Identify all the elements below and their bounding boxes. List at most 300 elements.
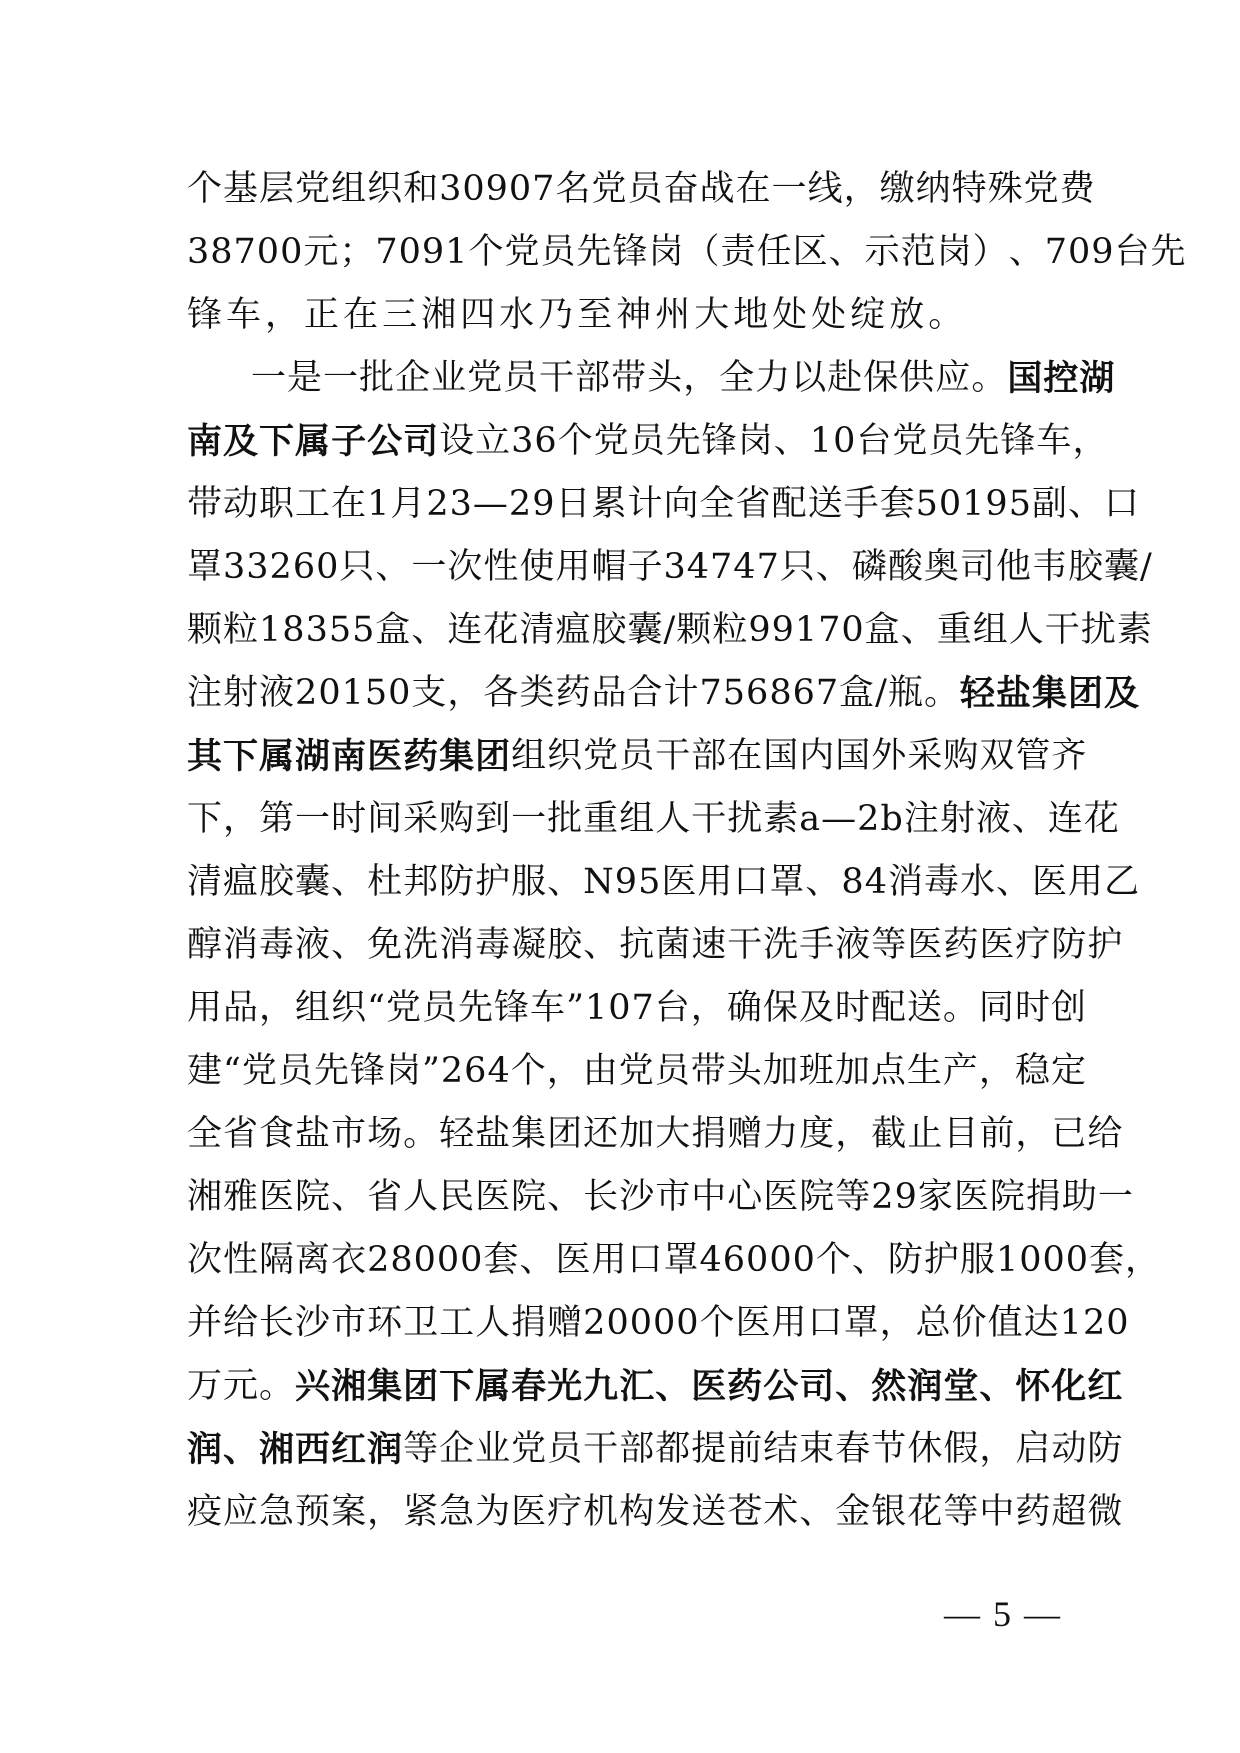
bold-text: 及	[1104, 673, 1141, 714]
text-char: 党	[511, 1429, 548, 1469]
text-char: 万	[187, 1366, 224, 1406]
bold-text: 下	[223, 736, 260, 777]
text-char: ，	[546, 1051, 583, 1091]
text-char: 内	[799, 736, 836, 776]
text-char: ，	[259, 988, 296, 1028]
text-char: 液	[295, 925, 332, 965]
text-char: 由	[582, 1051, 619, 1091]
text-char: 民	[439, 1177, 476, 1217]
text-char: 一	[251, 358, 288, 398]
text-char: （	[684, 232, 721, 272]
text-char: ，	[1015, 1114, 1052, 1154]
text-char: —	[472, 484, 509, 524]
text-char: 1	[367, 484, 391, 524]
text-char: 。	[259, 1366, 296, 1406]
text-char: 层	[259, 169, 296, 209]
text-char: 、	[519, 1240, 556, 1280]
text-char: 动	[1051, 1429, 1088, 1469]
text-char: 干	[583, 1429, 620, 1469]
bold-text: 、	[835, 1366, 872, 1407]
text-char: 组	[972, 610, 1009, 650]
bold-text: 光	[547, 1366, 584, 1407]
text-char: ”	[422, 1051, 441, 1091]
text-char: 处	[772, 295, 809, 335]
text-char: 用	[591, 1240, 628, 1280]
text-char: 2b	[857, 799, 904, 839]
text-char: 医	[661, 862, 698, 902]
text-char: N95	[583, 862, 662, 902]
text-char: 射	[223, 673, 260, 713]
text-char: 个	[468, 232, 505, 272]
text-char: 消	[887, 862, 924, 902]
bold-text: 下	[439, 1366, 476, 1407]
text-char: 。	[403, 1114, 440, 1154]
text-char: 企	[439, 1429, 476, 1469]
text-char: 加	[619, 1114, 656, 1154]
text-char: 发	[655, 1492, 692, 1532]
text-char: 度	[799, 1114, 836, 1154]
bold-text: 然	[871, 1366, 908, 1407]
text-char: 毒	[475, 925, 512, 965]
text-char: 胶	[1067, 547, 1104, 587]
text-char: ，	[879, 1303, 916, 1343]
text-char: 到	[475, 799, 512, 839]
text-char: 假	[943, 1429, 980, 1469]
text-char: 心	[727, 1177, 764, 1217]
text-char: 个	[699, 1303, 736, 1343]
text-char: 护	[475, 862, 512, 902]
text-char: 乙	[1104, 862, 1141, 902]
text-char: 同	[978, 988, 1015, 1028]
text-char: 价	[951, 1303, 988, 1343]
text-char: 隔	[259, 1240, 296, 1280]
text-char: 、	[583, 925, 620, 965]
text-char: 各	[483, 673, 520, 713]
text-char: 市	[655, 1177, 692, 1217]
bold-text: 属	[475, 1366, 512, 1407]
text-char: 组	[331, 169, 368, 209]
text-char: 省	[735, 484, 772, 524]
text-char: 、	[331, 1177, 368, 1217]
text-char: 邦	[403, 862, 440, 902]
text-char: 84	[841, 862, 888, 902]
text-char: 素	[763, 799, 800, 839]
text-char: 目	[943, 1114, 980, 1154]
bold-text: 下	[259, 421, 296, 462]
text-char: 纳	[915, 169, 952, 209]
text-char: 绽	[850, 295, 887, 335]
text-char: 岗	[936, 232, 973, 272]
text-char: 团	[547, 1114, 584, 1154]
text-char: 构	[619, 1492, 656, 1532]
text-char: ，	[1125, 1240, 1162, 1280]
text-char: 急	[259, 1492, 296, 1532]
text-char: 注	[187, 673, 224, 713]
text-char: 三	[382, 295, 419, 335]
text-line	[187, 788, 1120, 851]
text-char: 38700	[187, 232, 304, 272]
text-char: 洗	[763, 925, 800, 965]
text-char: 36	[511, 421, 558, 461]
text-char: 服	[959, 1240, 996, 1280]
text-char: 职	[259, 484, 296, 524]
text-char: 管	[1015, 736, 1052, 776]
text-char: 车	[1036, 421, 1073, 461]
text-char: 人	[475, 1303, 512, 1343]
text-char: 赠	[547, 1303, 584, 1343]
text-char: 瓶	[887, 673, 924, 713]
text-char: 党	[618, 1051, 655, 1091]
text-char: 毒	[923, 862, 960, 902]
bold-text: 公	[763, 1366, 800, 1407]
text-char: 党	[467, 358, 504, 398]
text-char: 部	[575, 358, 612, 398]
text-char: 苍	[727, 1492, 764, 1532]
text-char: 沙	[295, 1303, 332, 1343]
text-line	[187, 1166, 1134, 1229]
text-char: 区	[792, 232, 829, 272]
text-char: 医	[735, 1303, 772, 1343]
text-char: 盒	[839, 673, 876, 713]
text-char: 疗	[547, 1492, 584, 1532]
text-char: 织	[331, 988, 368, 1028]
text-char: 员	[629, 421, 666, 461]
text-char: 元	[303, 232, 340, 272]
text-char: 外	[871, 736, 908, 776]
text-char: 连	[447, 610, 484, 650]
text-line	[187, 914, 1124, 977]
text-char: 齐	[1051, 736, 1088, 776]
text-char: 注	[903, 799, 940, 839]
text-char: 工	[295, 484, 332, 524]
text-char: 品	[591, 673, 628, 713]
bold-text: 南	[331, 736, 368, 777]
bold-text: 公	[367, 421, 404, 462]
text-char: 罩	[843, 1303, 880, 1343]
text-char: 30907	[439, 169, 556, 209]
text-char: 防	[1051, 925, 1088, 965]
bold-text: 药	[403, 736, 440, 777]
text-char: 示	[864, 232, 901, 272]
text-char: 用	[555, 547, 592, 587]
text-char: 、	[996, 862, 1033, 902]
text-char: 罩	[769, 862, 806, 902]
text-char: 人	[655, 799, 692, 839]
bold-text: 汇	[619, 1366, 656, 1407]
text-char: 先	[313, 1051, 350, 1091]
text-char: 地	[733, 295, 770, 335]
text-char: 员	[627, 169, 664, 209]
text-char: 力	[763, 1114, 800, 1154]
text-char: 值	[987, 1303, 1024, 1343]
text-char: 胶	[547, 925, 584, 965]
text-char: 捐	[511, 1303, 548, 1343]
text-char: 赴	[827, 358, 864, 398]
text-char: 药	[1015, 1492, 1052, 1532]
text-char: 囊	[295, 862, 332, 902]
text-char: 台	[856, 421, 893, 461]
text-char: 长	[583, 1177, 620, 1217]
text-char: 配	[771, 484, 808, 524]
text-char: 用	[771, 1303, 808, 1343]
text-char: 员	[422, 988, 459, 1028]
text-char: 素	[1116, 610, 1153, 650]
text-char: 33260	[223, 547, 340, 587]
text-char: 特	[951, 169, 988, 209]
text-char: 设	[439, 421, 476, 461]
text-char: 织	[547, 736, 584, 776]
text-char: 时	[331, 799, 368, 839]
text-char: 医	[511, 1492, 548, 1532]
text-char: 囊	[627, 610, 664, 650]
text-char: 台	[654, 988, 691, 1028]
text-char: 20000	[583, 1303, 700, 1343]
text-char: 次	[187, 1240, 224, 1280]
text-char: 扰	[727, 799, 764, 839]
text-char: 医	[979, 925, 1016, 965]
text-char: 套	[1089, 1240, 1126, 1280]
text-char: 组	[511, 736, 548, 776]
text-char: 殊	[987, 169, 1024, 209]
text-char: 党	[385, 988, 422, 1028]
text-char: 囊	[1103, 547, 1140, 587]
text-char: 员	[540, 232, 577, 272]
text-char: 党	[1023, 169, 1060, 209]
text-char: 干	[691, 799, 728, 839]
text-char: 日	[555, 484, 592, 524]
text-char: 、	[547, 862, 584, 902]
text-char: 防	[887, 1240, 924, 1280]
text-char: 。	[928, 295, 965, 335]
text-char: 都	[655, 1429, 692, 1469]
text-char: 液	[259, 673, 296, 713]
text-char: 带	[187, 484, 224, 524]
text-char: 、	[331, 925, 368, 965]
text-char: 员	[654, 1051, 691, 1091]
text-char: 只	[779, 547, 816, 587]
text-char: 台	[1114, 232, 1151, 272]
page-number: — 5 —	[944, 1594, 1062, 1634]
text-line	[187, 1040, 1087, 1103]
text-char: 免	[367, 925, 404, 965]
text-char: 业	[475, 1429, 512, 1469]
text-char: 双	[979, 736, 1016, 776]
text-char: 已	[1051, 1114, 1088, 1154]
text-char: 司	[959, 547, 996, 587]
text-char: 一	[295, 799, 332, 839]
text-char: 力	[755, 358, 792, 398]
text-char: 任	[756, 232, 793, 272]
text-line	[187, 1481, 1124, 1544]
text-char: 术	[763, 1492, 800, 1532]
text-char: 防	[439, 862, 476, 902]
bold-text: 红	[1087, 1366, 1124, 1407]
text-char: 省	[223, 1114, 260, 1154]
text-char: “	[223, 1051, 242, 1091]
text-char: 医	[1032, 862, 1069, 902]
text-char: 缴	[879, 169, 916, 209]
text-char: 干	[727, 925, 764, 965]
text-char: 采	[403, 799, 440, 839]
text-char: 、	[799, 1492, 836, 1532]
text-char: 奋	[663, 169, 700, 209]
bold-text: 子	[331, 421, 368, 462]
text-char: ，	[367, 1492, 404, 1532]
text-char: 送	[807, 484, 844, 524]
text-char: 党	[583, 736, 620, 776]
text-char: 责	[720, 232, 757, 272]
text-char: 干	[1044, 610, 1081, 650]
text-char: 春	[835, 1429, 872, 1469]
text-char: 立	[475, 421, 512, 461]
text-char: 菌	[655, 925, 692, 965]
bold-text: 九	[583, 1366, 620, 1407]
text-char: 在	[727, 736, 764, 776]
text-char: 套	[483, 1240, 520, 1280]
text-char: 四	[460, 295, 497, 335]
text-char: 湘	[187, 1177, 224, 1217]
text-char: 醇	[187, 925, 224, 965]
text-char: 个	[510, 1051, 547, 1091]
text-char: 水	[499, 295, 536, 335]
text-char: /	[875, 673, 888, 713]
bold-text: 轻	[959, 673, 996, 714]
text-char: 个	[557, 421, 594, 461]
text-char: 岗	[737, 421, 774, 461]
text-char: 是	[287, 358, 324, 398]
text-char: 定	[1050, 1051, 1087, 1091]
text-char: 花	[907, 1492, 944, 1532]
bold-text: 控	[1043, 358, 1080, 399]
text-char: 、	[1067, 484, 1104, 524]
text-char: 保	[863, 358, 900, 398]
paragraph	[187, 158, 1187, 347]
text-char: 处	[811, 295, 848, 335]
text-char: 头	[647, 358, 684, 398]
text-char: 预	[295, 1492, 332, 1532]
paragraph	[187, 347, 1162, 1544]
text-char: 党	[241, 1051, 278, 1091]
text-char: 、	[805, 862, 842, 902]
text-char: 院	[799, 1177, 836, 1217]
text-char: 紧	[403, 1492, 440, 1532]
text-char: 他	[995, 547, 1032, 587]
text-char: 企	[395, 358, 432, 398]
text-char: 党	[892, 421, 929, 461]
text-char: 个	[187, 169, 224, 209]
text-line	[187, 536, 1153, 599]
text-char: ，	[447, 673, 484, 713]
text-char: 疗	[1015, 925, 1052, 965]
text-char: 全	[719, 358, 756, 398]
text-char: 锋	[1000, 421, 1037, 461]
text-char: 、	[411, 610, 448, 650]
text-char: 组	[619, 799, 656, 839]
text-char: 264	[440, 1051, 511, 1091]
text-line	[187, 851, 1141, 914]
text-char: 以	[791, 358, 828, 398]
text-char: ，	[979, 1429, 1016, 1469]
text-char: 锋	[612, 232, 649, 272]
text-char: 手	[799, 925, 836, 965]
text-char: 人	[403, 1177, 440, 1217]
text-char: 凝	[511, 925, 548, 965]
text-char: 员	[503, 358, 540, 398]
text-char: 向	[663, 484, 700, 524]
text-char: 岗	[648, 232, 685, 272]
text-char: 干	[539, 358, 576, 398]
text-char: 等	[403, 1429, 440, 1469]
text-char: 罩	[663, 1240, 700, 1280]
text-char: 动	[223, 484, 260, 524]
text-char: 口	[733, 862, 770, 902]
text-char: 车	[530, 988, 567, 1028]
text-char: 休	[907, 1429, 944, 1469]
text-char: ）	[972, 232, 1009, 272]
text-char: 名	[555, 169, 592, 209]
text-char: 党	[593, 421, 630, 461]
text-char: 及	[798, 988, 835, 1028]
text-char: 业	[431, 358, 468, 398]
text-char: 捐	[1025, 1177, 1062, 1217]
text-char: 医	[953, 1177, 990, 1217]
text-char: 超	[1051, 1492, 1088, 1532]
text-char: 金	[835, 1492, 872, 1532]
text-char: 时	[1014, 988, 1051, 1028]
text-char: /	[663, 610, 677, 650]
bold-text: 、	[223, 1429, 260, 1470]
text-char: 10	[809, 421, 857, 461]
text-char: 护	[923, 1240, 960, 1280]
text-char: 州	[655, 295, 692, 335]
text-char: ，	[835, 1114, 872, 1154]
text-char: 手	[843, 484, 880, 524]
text-char: 抗	[619, 925, 656, 965]
text-char: 人	[1008, 610, 1045, 650]
bold-text: 医	[691, 1366, 728, 1407]
text-char: 配	[870, 988, 907, 1028]
text-char: 带	[690, 1051, 727, 1091]
text-char: 先	[964, 421, 1001, 461]
text-char: 只	[339, 547, 376, 587]
text-char: 、	[331, 862, 368, 902]
text-char: 束	[799, 1429, 836, 1469]
bold-text: 司	[799, 1366, 836, 1407]
text-char: 、	[815, 547, 852, 587]
text-char: 服	[511, 862, 548, 902]
text-char: 子	[627, 547, 664, 587]
bold-text: 春	[511, 1366, 548, 1407]
text-char: 46000	[699, 1240, 816, 1280]
bold-text: 润	[187, 1429, 224, 1470]
bold-text: 化	[1051, 1366, 1088, 1407]
text-char: 等	[871, 925, 908, 965]
text-char: 28000	[367, 1240, 484, 1280]
text-char: 帽	[591, 547, 628, 587]
text-char: 、	[828, 232, 865, 272]
text-char: 120	[1059, 1303, 1130, 1343]
bold-text: 堂	[943, 1366, 980, 1407]
text-char: 急	[439, 1492, 476, 1532]
text-char: 胶	[259, 862, 296, 902]
text-char: 颗	[187, 610, 224, 650]
text-char: 供	[899, 358, 936, 398]
text-char: 员	[928, 421, 965, 461]
text-char: 毒	[259, 925, 296, 965]
text-char: 34747	[663, 547, 780, 587]
text-char: 疫	[187, 1492, 224, 1532]
bold-text: 湘	[259, 1429, 296, 1470]
